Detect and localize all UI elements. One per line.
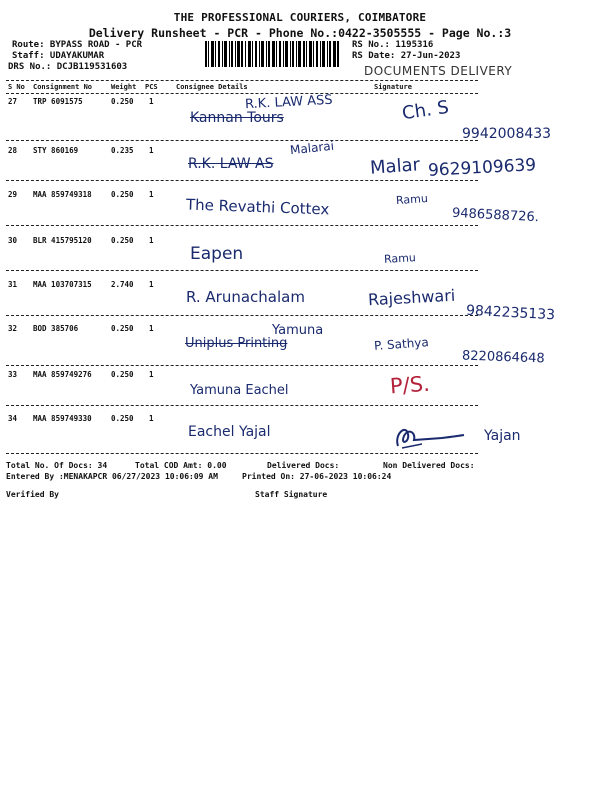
table-row <box>0 236 600 252</box>
row-consignment: BOD 385706 <box>33 324 79 333</box>
divider <box>6 270 478 271</box>
handwritten-consignee: Eachel Yajal <box>188 424 271 440</box>
row-sno: 31 <box>8 280 18 289</box>
row-weight: 0.250 <box>111 236 134 245</box>
divider <box>6 405 478 406</box>
handwritten-consignee: Eapen <box>190 244 244 264</box>
row-weight: 2.740 <box>111 280 134 289</box>
rs-number: RS No.: 1195316 <box>352 40 434 50</box>
handwritten-consignee: R.K. LAW AS <box>188 156 274 172</box>
row-weight: 0.250 <box>111 414 134 423</box>
row-pcs: 1 <box>149 236 154 245</box>
row-consignment: MAA 103707315 <box>33 280 92 289</box>
row-weight: 0.235 <box>111 146 134 155</box>
row-pcs: 1 <box>149 414 154 423</box>
row-sno: 27 <box>8 97 18 106</box>
row-sno: 33 <box>8 370 18 379</box>
divider <box>6 80 478 81</box>
handwritten-signature: Ch. S <box>400 96 451 125</box>
drs-number: DRS No.: DCJB119531603 <box>8 62 128 72</box>
col-header-consignee: Consignee Details <box>176 83 248 91</box>
row-pcs: 1 <box>149 280 154 289</box>
staff-label: Staff: UDAYAKUMAR <box>12 51 105 61</box>
row-sno: 29 <box>8 190 18 199</box>
handwritten-consignee: The Revathi Cottex <box>185 195 330 219</box>
handwritten-consignee-alt: Malarai <box>289 138 335 158</box>
signature-row <box>6 490 596 502</box>
handwritten-consignee: Uniplus Printing <box>185 336 288 351</box>
handwritten-phone: 8220864648 <box>461 348 545 367</box>
total-cod: Total COD Amt: 0.00 <box>135 461 227 470</box>
row-consignment: STY 860169 <box>33 146 79 155</box>
row-weight: 0.250 <box>111 370 134 379</box>
handwritten-consignee-alt: R.K. LAW ASS <box>244 92 333 113</box>
col-header-weight: Weight <box>111 83 137 91</box>
row-consignment: TRP 6091575 <box>33 97 83 106</box>
handwritten-consignee: R. Arunachalam <box>186 288 305 306</box>
handwritten-signature: Ramu <box>383 251 417 266</box>
handwritten-signature: P. Sathya <box>373 335 430 353</box>
row-weight: 0.250 <box>111 190 134 199</box>
handwritten-consignee: Yamuna Eachel <box>190 383 289 398</box>
row-consignment: MAA 859749318 <box>33 190 92 199</box>
col-header-sno: S No <box>8 83 25 91</box>
divider <box>6 453 478 454</box>
handwritten-phone: 9942008433 <box>462 126 552 142</box>
row-consignment: MAA 859749330 <box>33 414 92 423</box>
row-sno: 32 <box>8 324 18 333</box>
staff-signature: Staff Signature <box>255 490 328 499</box>
route-label: Route: BYPASS ROAD - PCR <box>12 40 143 50</box>
printed-on: Printed On: 27-06-2023 10:06:24 <box>242 472 392 481</box>
row-pcs: 1 <box>149 324 154 333</box>
divider <box>6 180 478 181</box>
row-pcs: 1 <box>149 146 154 155</box>
row-sno: 34 <box>8 414 18 423</box>
handwritten-phone: 9629109639 <box>427 155 537 181</box>
row-sno: 30 <box>8 236 18 245</box>
divider <box>6 93 478 94</box>
verified-by: Verified By <box>6 490 59 499</box>
non-delivered-docs: Non Delivered Docs: <box>383 461 475 470</box>
delivered-docs: Delivered Docs: <box>267 461 340 470</box>
handwritten-signature: P/S. <box>389 371 431 399</box>
row-pcs: 1 <box>149 370 154 379</box>
handwritten-signature: Rajeshwari <box>367 285 456 310</box>
handwritten-consignee: Kannan Tours <box>190 110 284 126</box>
row-pcs: 1 <box>149 190 154 199</box>
handwritten-consignee-alt: Yamuna <box>272 323 324 338</box>
divider <box>6 140 478 141</box>
handwritten-phone: 9486588726. <box>451 205 540 226</box>
table-row <box>0 370 600 386</box>
barcode-image <box>205 41 340 67</box>
rs-date: RS Date: 27-Jun-2023 <box>352 51 461 61</box>
col-header-signature: Signature <box>374 83 412 91</box>
entry-row <box>6 472 596 484</box>
handwritten-signature: Ramu <box>395 191 429 208</box>
divider <box>6 225 478 226</box>
col-header-consignment: Consignment No <box>33 83 93 91</box>
handwritten-phone: 9842235133 <box>465 302 556 324</box>
handwritten-signature: Yajan <box>484 428 521 444</box>
row-consignment: BLR 415795120 <box>33 236 92 245</box>
row-consignment: MAA 859749276 <box>33 370 92 379</box>
row-sno: 28 <box>8 146 18 155</box>
entered-by: Entered By :MENAKAPCR 06/27/2023 10:06:09 AM <box>6 472 218 481</box>
row-weight: 0.250 <box>111 324 134 333</box>
col-header-pcs: PCS <box>145 83 158 91</box>
documents-delivery-stamp: DOCUMENTS DELIVERY <box>364 64 513 78</box>
row-weight: 0.250 <box>111 97 134 106</box>
handwritten-signature: Malar <box>369 154 421 179</box>
row-pcs: 1 <box>149 97 154 106</box>
scribble-signature <box>392 420 467 452</box>
divider <box>6 315 478 316</box>
company-title: THE PROFESSIONAL COURIERS, COIMBATORE <box>173 11 427 24</box>
divider <box>6 365 478 366</box>
runsheet-subtitle: Delivery Runsheet - PCR - Phone No.:0422-3505555 - Page No.:3 <box>88 26 512 40</box>
total-docs: Total No. Of Docs: 34 <box>6 461 108 470</box>
